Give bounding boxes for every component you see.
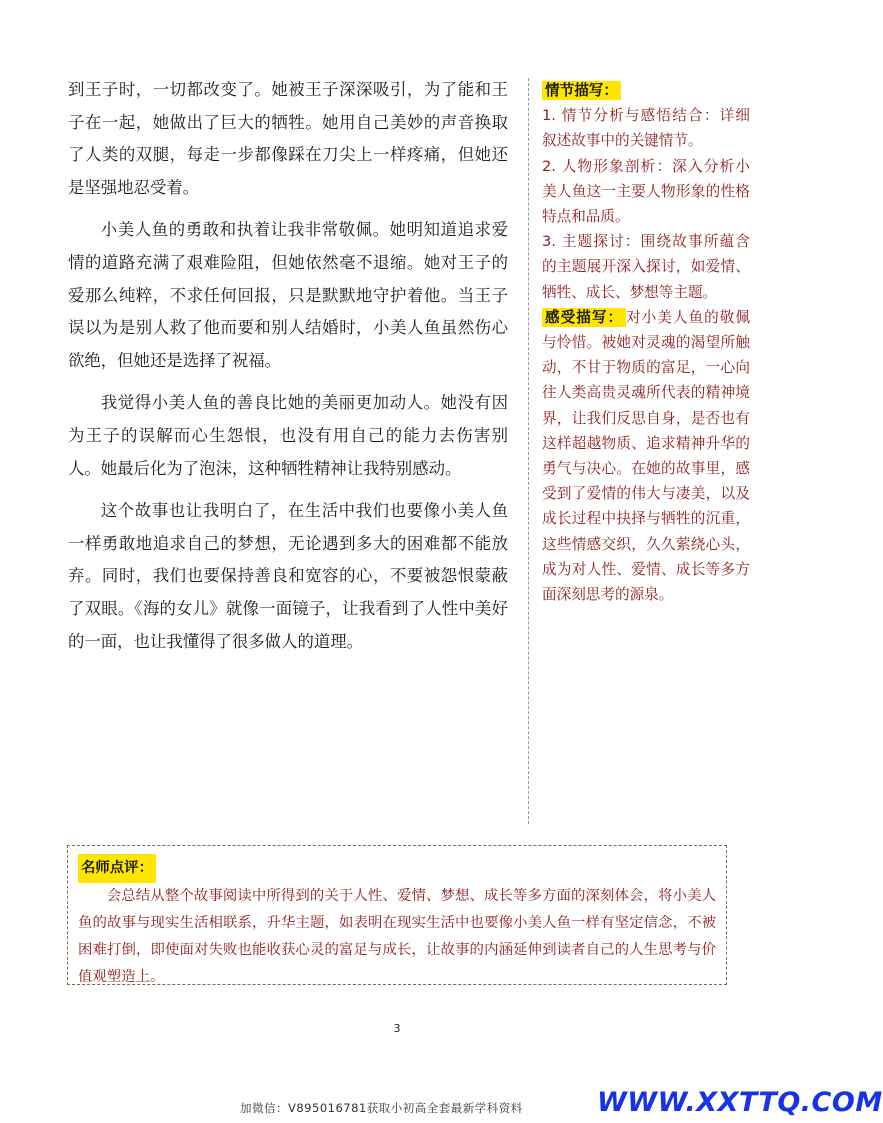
teacher-comment-box bbox=[67, 845, 727, 985]
feeling-section bbox=[542, 305, 750, 607]
page-number: 3 bbox=[393, 1022, 401, 1035]
essay-paragraph: 小美人鱼的勇敢和执着让我非常敬佩。她明知道追求爱情的道路充满了艰难险阻，但她依然毫不退缩。她对王子的爱那么纯粹，不求任何回报，只是默默地守护着他。当王子误以为是别人救了他而要和别人结婚时，小美人鱼虽然伤心欲绝，但她还是选择了祝福。 bbox=[68, 220, 508, 370]
essay-paragraph: 这个故事也让我明白了，在生活中我们也要像小美人鱼一样勇敢地追求自己的梦想，无论遇到多大的困难都不能放弃。同时，我们也要保持善良和宽容的心，不要被怨恨蒙蔽了双眼。《海的女儿》就像一面镜子，让我看到了人性中美好的一面，也让我懂得了很多做人的道理。 bbox=[68, 501, 508, 651]
feeling-text: 对小美人鱼的敬佩与怜惜。被她对灵魂的渴望所触动，不甘于物质的富足，一心向往人类高贵灵魂所代表的精神境界，让我们反思自身，是否也有这样超越物质、追求精神升华的勇气与决心。在她的故事里，感受到了爱情的伟大与凄美，以及成长过程中抉择与牺牲的沉重，这些情感交织，久久萦绕心头，成为对人性、爱情、成长等多方面深刻思考的源泉。 bbox=[542, 308, 750, 604]
feeling-heading: 感受描写： bbox=[542, 308, 626, 327]
plot-heading: 情节描写： bbox=[542, 81, 621, 100]
annotation-item: 3. 主题探讨：围绕故事所蕴含的主题展开深入探讨，如爱情、牺牲、成长、梦想等主题。 bbox=[542, 233, 750, 301]
teacher-comment-heading: 名师点评： bbox=[78, 854, 156, 883]
annotation-item: 1. 情节分析与感悟结合：详细叙述故事中的关键情节。 bbox=[542, 107, 750, 150]
annotation-sidebar bbox=[528, 78, 750, 824]
footer-text: 加微信：V895016781获取小初高全套最新学科资料 bbox=[240, 1101, 523, 1115]
essay-paragraph: 到王子时，一切都改变了。她被王子深深吸引，为了能和王子在一起，她做出了巨大的牺牲。她用自己美妙的声音换取了人类的双腿，每走一步都像踩在刀尖上一样疼痛，但她还是坚强地忍受着。 bbox=[68, 80, 508, 197]
essay-paragraph: 我觉得小美人鱼的善良比她的美丽更加动人。她没有因为王子的误解而心生怨恨，也没有用自己的能力去伤害别人。她最后化为了泡沫，这种牺牲精神让我特别感动。 bbox=[68, 393, 508, 478]
annotation-item: 2. 人物形象剖析：深入分析小美人鱼这一主要人物形象的性格特点和品质。 bbox=[542, 157, 750, 226]
site-logo[interactable]: WWW.XXTTQ.COM bbox=[597, 1087, 883, 1118]
teacher-comment-text: 会总结从整个故事阅读中所得到的关于人性、爱情、梦想、成长等多方面的深刻体会，将小美人鱼的故事与现实生活相联系，升华主题，如表明在现实生活中也要像小美人鱼一样有坚定信念，不被困难打倒，即使面对失败也能收获心灵的富足与成长，让故事的内涵延伸到读者自己的人生思考与价值观塑造上。 bbox=[78, 888, 716, 985]
essay-body bbox=[68, 74, 508, 668]
